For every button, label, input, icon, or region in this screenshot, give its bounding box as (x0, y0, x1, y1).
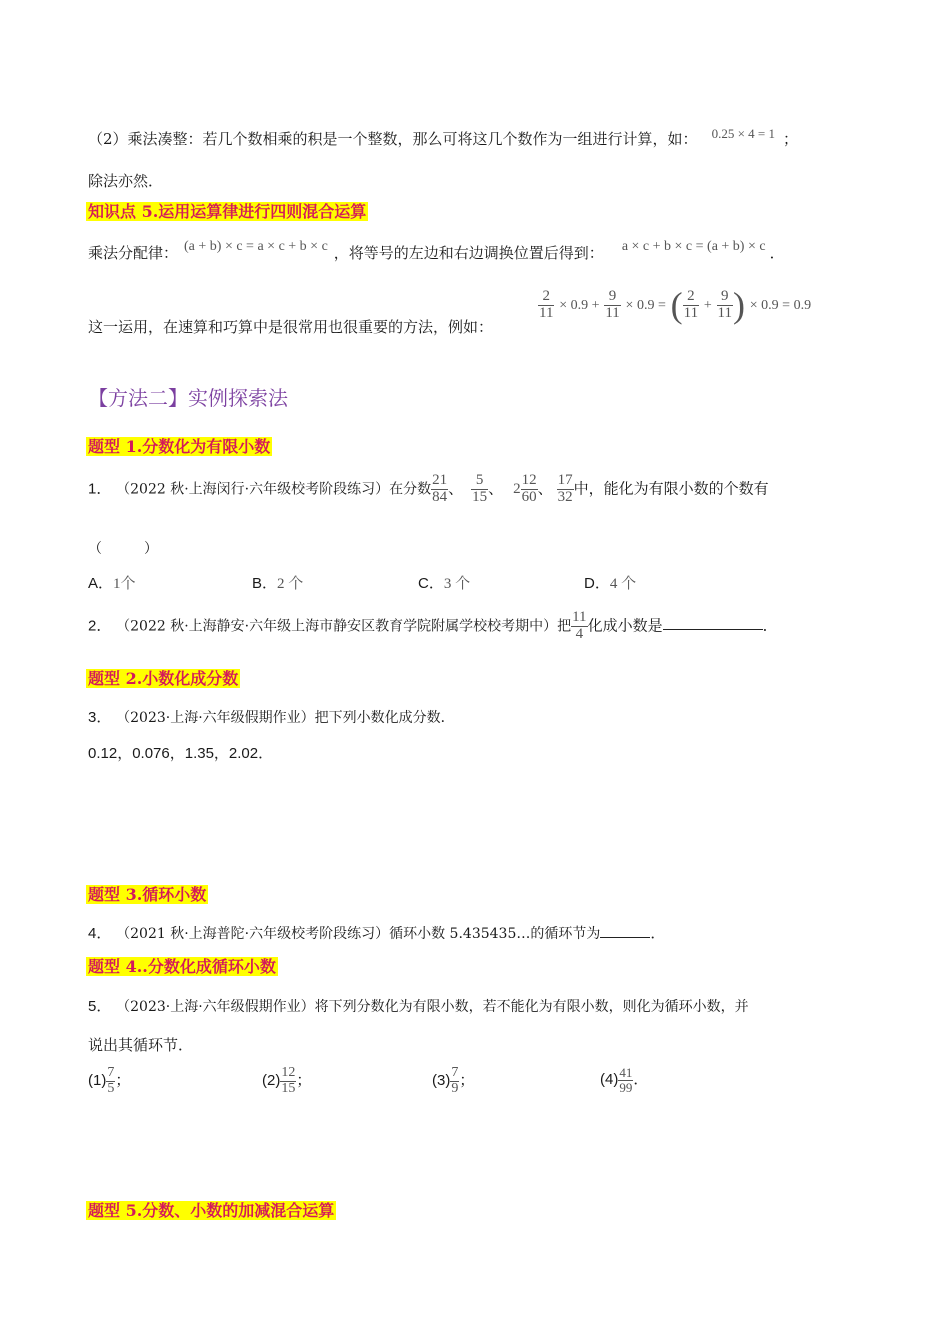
q2-source: （2022 秋·上海静安·六年级上海市静安区教育学院附属学校校考期中）把 (116, 618, 572, 635)
q5-text-2: 说出其循环节． (88, 1036, 194, 1054)
q1-line (88, 473, 769, 506)
q5-text: （2023·上海·六年级假期作业）将下列分数化为有限小数，若不能化为有限小数，则化为循环小数，并 (116, 999, 749, 1015)
ex-term-2: × 0.9 = (625, 298, 666, 313)
type2-heading-wrap (86, 666, 240, 689)
type4-heading-wrap (86, 954, 278, 977)
mult-group-example: 0.25 × 4 = 1 (711, 126, 775, 141)
q4-end: ． (650, 924, 666, 942)
q5-item-1: (1) $\frac{7}{5}$ ； (88, 1065, 131, 1096)
dist-formula: (a + b) × c = a × c + b × c (184, 239, 328, 254)
q1-fraction-2: $\frac{5}{15}$ (472, 472, 488, 505)
type1-heading: 题型 1.分数化为有限小数 (88, 437, 271, 456)
q1-paren: （ ） (88, 541, 158, 557)
q1-fraction-4: $\frac{17}{32}$ (557, 472, 573, 505)
type3-heading: 题型 3.循环小数 (88, 885, 207, 904)
q2-tail: 化成小数是 (587, 616, 663, 635)
ex-term-1: × 0.9 + (559, 298, 600, 313)
q4-line (88, 922, 665, 943)
q4-number: 4． (88, 925, 112, 942)
q1-source: （2022 秋·上海闵行·六年级校考阶段练习）在分数 (116, 481, 432, 498)
q2-line (88, 610, 778, 643)
distributive-example (538, 287, 811, 323)
q1-sep-2: 、 (488, 479, 504, 498)
mult-group-line (88, 128, 798, 149)
q1-option-d: D．4 个 (584, 575, 637, 592)
q1-mixed-whole: 2 (513, 480, 521, 497)
q1-sep-3: 、 (537, 479, 553, 498)
q4-text: （2021 秋·上海普陀·六年级校考阶段练习）循环小数 5.435435…的循环节为 (116, 926, 601, 942)
mult-group-tail: ； (782, 130, 798, 148)
method2-heading: 【方法二】实例探索法 (88, 386, 288, 410)
ex-term-3: × 0.9 = 0.9 (749, 298, 812, 313)
q3-number: 3． (88, 709, 112, 726)
distributive-line (88, 239, 785, 263)
type1-heading-wrap (86, 434, 272, 457)
q5-line (88, 995, 749, 1016)
q5-number: 5． (88, 998, 112, 1015)
q5-fraction-2: $\frac{12}{15}$ (281, 1065, 296, 1096)
q1-tail: 中，能化为有限小数的个数有 (573, 479, 769, 498)
ex-fraction-2: $\frac{9}{11}$ (605, 287, 620, 321)
q2-answer-blank (663, 629, 763, 630)
q1-option-c: C．3 个 (418, 575, 471, 592)
ex-fraction-3: $\frac{2}{11}$ (683, 287, 699, 321)
ex-paren-open: ( (670, 285, 683, 325)
q1-fraction-3: $\frac{12}{60}$ (521, 472, 537, 505)
mult-group-text: （2）乘法凑整：若几个数相乘的积是一个整数，那么可将这几个数作为一组进行计算，如： (88, 130, 698, 148)
q1-number: 1． (88, 480, 112, 498)
q3-text: （2023·上海·六年级假期作业）把下列小数化成分数． (116, 710, 455, 726)
q5-fraction-4: $\frac{41}{99}$ (619, 1065, 633, 1095)
kp5-heading: 知识点 5.运用运算律进行四则混合运算 (88, 202, 367, 221)
type2-heading: 题型 2.小数化成分数 (88, 669, 239, 688)
usage-text: 这一运用，在速算和巧算中是很常用也很重要的方法，例如： (88, 318, 494, 336)
division-note: 除法亦然． (88, 172, 164, 190)
dist-reverse: a × c + b × c = (a + b) × c (621, 239, 766, 254)
type4-heading: 题型 4..分数化成循环小数 (88, 957, 276, 976)
ex-plus: + (703, 298, 712, 313)
ex-paren-close: ) (733, 285, 745, 325)
q3-values: 0.12，0.076，1.35，2.02． (88, 745, 274, 762)
q1-option-b: B．2 个 (252, 575, 304, 592)
q3-line (88, 706, 455, 727)
dist-prefix: 乘法分配律： (88, 244, 179, 262)
kp5-heading-wrap (86, 199, 368, 222)
q2-number: 2． (88, 617, 112, 635)
q5-item-3: (3) $\frac{7}{9}$ ； (432, 1065, 475, 1096)
q5-fraction-1: $\frac{7}{5}$ (107, 1065, 115, 1096)
type3-heading-wrap (86, 882, 208, 905)
q2-end: ． (762, 616, 778, 635)
type5-heading-wrap (86, 1198, 336, 1221)
q5-item-2: (2) $\frac{12}{15}$ ； (262, 1065, 312, 1096)
q4-answer-blank (600, 937, 650, 938)
q1-sep-1: 、 (448, 479, 464, 498)
ex-fraction-1: $\frac{2}{11}$ (539, 287, 554, 321)
q1-option-a: A．1个 (88, 575, 136, 592)
type5-heading: 题型 5.分数、小数的加减混合运算 (88, 1201, 335, 1220)
dist-end: ． (769, 244, 785, 262)
q5-item-4: (4) $\frac{41}{99}$ ． (600, 1065, 649, 1095)
ex-fraction-4: $\frac{9}{11}$ (717, 287, 732, 321)
q5-fraction-3: $\frac{7}{9}$ (451, 1065, 459, 1096)
q2-fraction: $\frac{11}{4}$ (572, 609, 587, 642)
q1-fraction-1: $\frac{21}{84}$ (432, 472, 448, 505)
dist-middle: ，将等号的左边和右边调换位置后得到： (333, 244, 604, 262)
